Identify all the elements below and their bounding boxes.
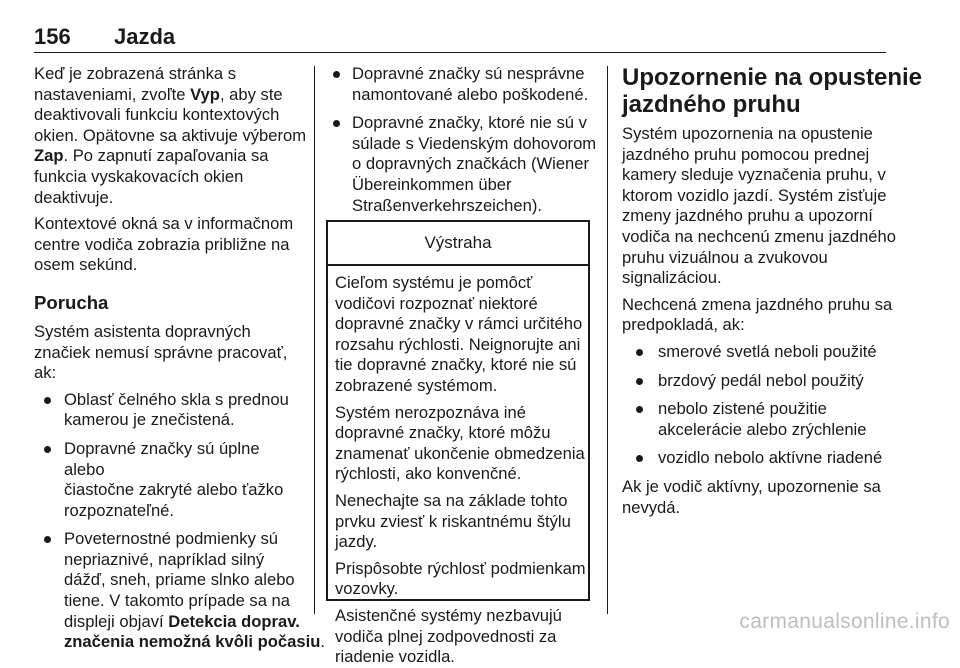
intro-paragraph: Keď je zobrazená stránka s nastaveniami, zvoľte Vyp, aby ste deaktivovali funkciu kontextových okien. Opätovne sa aktivuje výberom Zap. Po zapnutí zapaľovania sa funkcia vyskakovacích okien deaktivuje. [34, 64, 307, 207]
warning-body [328, 266, 588, 668]
warning-box [326, 220, 590, 667]
list-item: nebolo zistené použitie akcelerácie alebo zrýchlenie [622, 399, 892, 440]
fault-heading: Porucha [34, 291, 109, 313]
section-title: Upozornenie na opustenie jazdného pruhu [622, 64, 923, 118]
warning-title: Výstraha [328, 222, 588, 266]
list-item: Dopravné značky sú úplne alebo čiastočne zakryté alebo ťažko rozpoznateľné. [34, 439, 302, 521]
list-item: vozidlo nebolo aktívne riadené [622, 448, 892, 469]
column-2 [326, 64, 596, 224]
list-item: Dopravné značky sú nesprávne namontované alebo poškodené. [326, 64, 596, 105]
page-header [34, 24, 886, 53]
list-item: brzdový pedál nebol použitý [622, 371, 892, 392]
lane-condition-intro: Nechcená zmena jazdného pruhu sa predpokladá, ak: [622, 294, 893, 335]
warning-paragraph: Asistenčné systémy nezbavujú vodiča plnej zodpovednosti za riadenie vozidla. [335, 605, 562, 667]
column-divider-1 [314, 66, 315, 614]
warning-paragraph: Systém nerozpoznáva iné dopravné značky, ktoré môžu znamenať ukončenie obmedzenia rýchlosti, ako konvenčné. [335, 402, 585, 484]
fault-list-cont [326, 64, 596, 216]
list-item: Poveternostné podmienky sú nepriaznivé, napríklad silný dážď, sneh, priame slnko alebo tiene. V takomto prípade sa na displeji objaví Detekcia doprav. značenia nemožná kvôli počasiu. [34, 529, 302, 653]
chapter-title: Jazda [114, 24, 176, 49]
weather-message: Detekcia doprav. [168, 611, 300, 631]
column-1 [34, 64, 325, 661]
column-3 [622, 64, 923, 524]
warning-paragraph: Prispôsobte rýchlosť podmienkam vozovky. [335, 558, 586, 599]
page-number: 156 [34, 24, 71, 49]
lane-intro-paragraph: Systém upozornenia na opustenie jazdného pruhu pomocou prednej kamery sleduje vyznačenia pruhu, v ktorom vozidlo jazdí. Systém zisťuje zmeny jazdného pruhu a upozorní vodiča na nechcenú zmenu jazdného pruhu vizuálnou a zvukovou signalizáciou. [622, 124, 896, 288]
off-label: Vyp [190, 84, 220, 104]
warning-paragraph: Cieľom systému je pomôcť vodičovi rozpoznať niektoré dopravné značky v rámci určitého rozsahu rýchlosti. Neignorujte ani tie dopravné značky, ktoré nie sú zobrazené systémom. [335, 273, 583, 395]
fault-intro: Systém asistenta dopravných značiek nemusí správne pracovať, ak: [34, 321, 288, 383]
weather-message-cont: značenia nemožná kvôli počasiu [64, 632, 321, 652]
lane-closing-paragraph: Ak je vodič aktívny, upozornenie sa nevydá. [622, 476, 881, 517]
watermark: carmanualsonline.info [739, 610, 950, 633]
popup-duration-paragraph: Kontextové okná sa v informačnom centre vodiča zobrazia približne na osem sekúnd. [34, 214, 294, 275]
on-label: Zap [34, 146, 64, 166]
lane-condition-list [622, 342, 892, 469]
list-item: Oblasť čelného skla s prednou kamerou je znečistená. [34, 390, 302, 431]
list-item: Dopravné značky, ktoré nie sú v súlade s Viedenským dohovorom o dopravných značkách (Wiener Übereinkommen über Straßenverkehrszeichen). [326, 113, 596, 216]
warning-paragraph: Nenechajte sa na základe tohto prvku zviesť k riskantnému štýlu jazdy. [335, 490, 571, 552]
list-item: smerové svetlá neboli použité [622, 342, 892, 363]
column-divider-2 [607, 66, 608, 614]
fault-list [34, 389, 325, 653]
